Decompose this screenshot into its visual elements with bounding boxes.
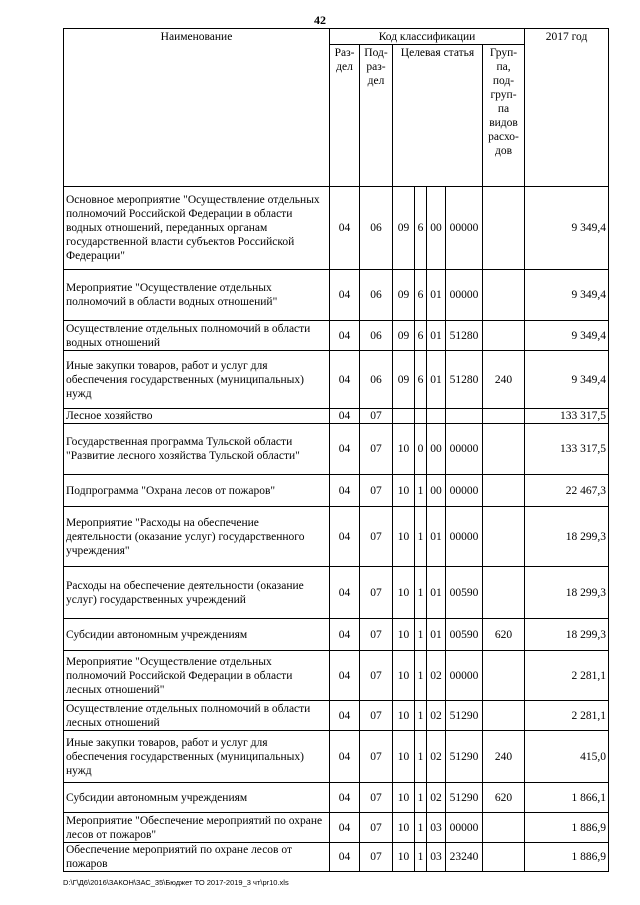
row-section: 04 <box>330 731 360 783</box>
row-subsection: 07 <box>360 507 393 567</box>
row-subsection: 07 <box>360 731 393 783</box>
row-target-program: 09 <box>393 270 415 321</box>
header-target: Целевая статья <box>393 45 483 187</box>
table-row <box>64 567 609 619</box>
row-target-program: 10 <box>393 813 415 843</box>
row-target-program: 10 <box>393 731 415 783</box>
row-target-program: 09 <box>393 187 415 270</box>
table-row <box>64 783 609 813</box>
row-subsection: 07 <box>360 783 393 813</box>
row-name: Осуществление отдельных полномочий в области лесных отношений <box>64 701 330 731</box>
row-section: 04 <box>330 567 360 619</box>
row-target-event: 01 <box>427 619 446 651</box>
table-row <box>64 507 609 567</box>
row-target-direction: 51280 <box>446 321 483 351</box>
row-expense-type <box>483 409 525 424</box>
row-amount: 2 281,1 <box>525 651 609 701</box>
row-expense-type: 620 <box>483 783 525 813</box>
table-row <box>64 843 609 872</box>
row-expense-type <box>483 187 525 270</box>
row-target-program: 10 <box>393 651 415 701</box>
row-subsection: 06 <box>360 187 393 270</box>
row-expense-type <box>483 321 525 351</box>
row-target-subprogram: 1 <box>415 567 427 619</box>
row-amount: 133 317,5 <box>525 424 609 475</box>
row-target-direction: 00000 <box>446 651 483 701</box>
row-amount: 2 281,1 <box>525 701 609 731</box>
row-target-program: 10 <box>393 843 415 872</box>
row-name: Субсидии автономным учреждениям <box>64 619 330 651</box>
row-target-program: 10 <box>393 567 415 619</box>
row-target-event: 01 <box>427 507 446 567</box>
row-target-event: 01 <box>427 321 446 351</box>
row-target-direction: 00000 <box>446 813 483 843</box>
row-target-subprogram: 1 <box>415 651 427 701</box>
row-name: Иные закупки товаров, работ и услуг для обеспечения государственных (муниципальных) нужд <box>64 351 330 409</box>
row-target-direction: 00000 <box>446 424 483 475</box>
row-subsection: 07 <box>360 409 393 424</box>
row-target-subprogram: 1 <box>415 701 427 731</box>
row-target-event: 00 <box>427 475 446 507</box>
row-target-program <box>393 409 415 424</box>
row-target-event: 02 <box>427 701 446 731</box>
row-section: 04 <box>330 843 360 872</box>
row-name: Обеспечение мероприятий по охране лесов от пожаров <box>64 843 330 872</box>
row-expense-type <box>483 813 525 843</box>
header-section: Раз- дел <box>330 45 360 187</box>
row-subsection: 07 <box>360 567 393 619</box>
row-name: Подпрограмма "Охрана лесов от пожаров" <box>64 475 330 507</box>
table-row <box>64 701 609 731</box>
row-name: Иные закупки товаров, работ и услуг для обеспечения государственных (муниципальных) нужд <box>64 731 330 783</box>
row-target-subprogram: 6 <box>415 321 427 351</box>
header-code-group: Код классификации <box>330 29 525 45</box>
table-row <box>64 619 609 651</box>
row-target-subprogram: 1 <box>415 783 427 813</box>
row-target-subprogram: 0 <box>415 424 427 475</box>
row-target-event: 01 <box>427 351 446 409</box>
row-target-event: 02 <box>427 651 446 701</box>
row-name: Лесное хозяйство <box>64 409 330 424</box>
row-amount: 133 317,5 <box>525 409 609 424</box>
row-expense-type <box>483 701 525 731</box>
row-amount: 9 349,4 <box>525 351 609 409</box>
table-row <box>64 731 609 783</box>
row-section: 04 <box>330 475 360 507</box>
row-subsection: 07 <box>360 843 393 872</box>
row-target-direction: 00000 <box>446 270 483 321</box>
row-section: 04 <box>330 813 360 843</box>
footer-file-path: D:\Г\Д6\2016\ЗАКОН\ЗАС_35\Бюджет ТО 2017-2019_3 чт\pr10.xls <box>63 878 289 887</box>
row-section: 04 <box>330 351 360 409</box>
header-expense-type: Груп- па, под- груп- па видов расхо- дов <box>483 45 525 187</box>
table-row <box>64 409 609 424</box>
row-amount: 9 349,4 <box>525 187 609 270</box>
row-target-direction: 00000 <box>446 475 483 507</box>
row-target-direction: 00000 <box>446 507 483 567</box>
page-number: 42 <box>314 13 326 27</box>
row-target-subprogram: 1 <box>415 507 427 567</box>
row-expense-type: 240 <box>483 351 525 409</box>
row-target-direction <box>446 409 483 424</box>
row-amount: 1 886,9 <box>525 843 609 872</box>
row-expense-type <box>483 843 525 872</box>
row-name: Мероприятие "Обеспечение мероприятий по охране лесов от пожаров" <box>64 813 330 843</box>
row-section: 04 <box>330 783 360 813</box>
row-target-program: 10 <box>393 424 415 475</box>
header-year: 2017 год <box>525 29 609 187</box>
row-target-program: 10 <box>393 619 415 651</box>
row-target-direction: 51290 <box>446 783 483 813</box>
row-amount: 22 467,3 <box>525 475 609 507</box>
row-target-program: 10 <box>393 475 415 507</box>
header-subsection: Под- раз- дел <box>360 45 393 187</box>
row-subsection: 06 <box>360 321 393 351</box>
row-target-direction: 51290 <box>446 701 483 731</box>
row-amount: 18 299,3 <box>525 567 609 619</box>
row-subsection: 07 <box>360 619 393 651</box>
row-target-program: 10 <box>393 701 415 731</box>
row-amount: 9 349,4 <box>525 270 609 321</box>
table-row <box>64 475 609 507</box>
table-row <box>64 651 609 701</box>
table-row <box>64 813 609 843</box>
row-section: 04 <box>330 409 360 424</box>
row-target-direction: 00590 <box>446 567 483 619</box>
row-expense-type <box>483 270 525 321</box>
row-target-direction: 00000 <box>446 187 483 270</box>
table-body <box>64 187 609 872</box>
row-target-subprogram: 6 <box>415 187 427 270</box>
row-target-direction: 23240 <box>446 843 483 872</box>
row-name: Мероприятие "Осуществление отдельных полномочий в области водных отношений" <box>64 270 330 321</box>
table-row <box>64 270 609 321</box>
row-name: Основное мероприятие "Осуществление отдельных полномочий Российской Федерации в области водных отношений, переданных органам государственной власти субъектов Российской Федерации" <box>64 187 330 270</box>
row-target-event: 01 <box>427 270 446 321</box>
row-amount: 1 866,1 <box>525 783 609 813</box>
row-target-event: 03 <box>427 813 446 843</box>
row-target-event: 03 <box>427 843 446 872</box>
row-name: Мероприятие "Расходы на обеспечение деятельности (оказание услуг) государственного учреждения" <box>64 507 330 567</box>
row-target-subprogram <box>415 409 427 424</box>
row-name: Расходы на обеспечение деятельности (оказание услуг) государственных учреждений <box>64 567 330 619</box>
header-name: Наименование <box>64 29 330 187</box>
row-expense-type <box>483 651 525 701</box>
row-subsection: 07 <box>360 651 393 701</box>
row-target-event: 00 <box>427 424 446 475</box>
row-name: Осуществление отдельных полномочий в области водных отношений <box>64 321 330 351</box>
row-target-event: 00 <box>427 187 446 270</box>
row-target-subprogram: 6 <box>415 351 427 409</box>
table-row <box>64 321 609 351</box>
row-subsection: 06 <box>360 351 393 409</box>
row-target-subprogram: 1 <box>415 813 427 843</box>
row-target-event: 01 <box>427 567 446 619</box>
row-section: 04 <box>330 321 360 351</box>
row-section: 04 <box>330 701 360 731</box>
row-target-event: 02 <box>427 731 446 783</box>
row-target-direction: 51290 <box>446 731 483 783</box>
row-amount: 9 349,4 <box>525 321 609 351</box>
row-target-program: 09 <box>393 321 415 351</box>
budget-table <box>63 28 609 872</box>
row-name: Мероприятие "Осуществление отдельных полномочий Российской Федерации в области лесных отношений" <box>64 651 330 701</box>
row-target-subprogram: 6 <box>415 270 427 321</box>
row-amount: 18 299,3 <box>525 619 609 651</box>
row-amount: 415,0 <box>525 731 609 783</box>
row-subsection: 07 <box>360 813 393 843</box>
row-target-subprogram: 1 <box>415 475 427 507</box>
row-expense-type <box>483 567 525 619</box>
row-target-event <box>427 409 446 424</box>
row-expense-type <box>483 507 525 567</box>
row-amount: 18 299,3 <box>525 507 609 567</box>
row-expense-type <box>483 424 525 475</box>
row-subsection: 07 <box>360 475 393 507</box>
row-section: 04 <box>330 651 360 701</box>
row-expense-type: 620 <box>483 619 525 651</box>
row-name: Субсидии автономным учреждениям <box>64 783 330 813</box>
row-target-subprogram: 1 <box>415 731 427 783</box>
row-target-program: 10 <box>393 783 415 813</box>
row-expense-type <box>483 475 525 507</box>
row-amount: 1 886,9 <box>525 813 609 843</box>
row-target-subprogram: 1 <box>415 843 427 872</box>
row-subsection: 06 <box>360 270 393 321</box>
row-target-subprogram: 1 <box>415 619 427 651</box>
row-subsection: 07 <box>360 701 393 731</box>
row-section: 04 <box>330 270 360 321</box>
row-name: Государственная программа Тульской области "Развитие лесного хозяйства Тульской области" <box>64 424 330 475</box>
row-subsection: 07 <box>360 424 393 475</box>
row-expense-type: 240 <box>483 731 525 783</box>
row-target-direction: 51280 <box>446 351 483 409</box>
row-target-program: 10 <box>393 507 415 567</box>
row-target-direction: 00590 <box>446 619 483 651</box>
row-section: 04 <box>330 187 360 270</box>
row-section: 04 <box>330 507 360 567</box>
row-target-event: 02 <box>427 783 446 813</box>
table-row <box>64 351 609 409</box>
table-row <box>64 424 609 475</box>
table-row <box>64 187 609 270</box>
row-section: 04 <box>330 424 360 475</box>
row-section: 04 <box>330 619 360 651</box>
row-target-program: 09 <box>393 351 415 409</box>
